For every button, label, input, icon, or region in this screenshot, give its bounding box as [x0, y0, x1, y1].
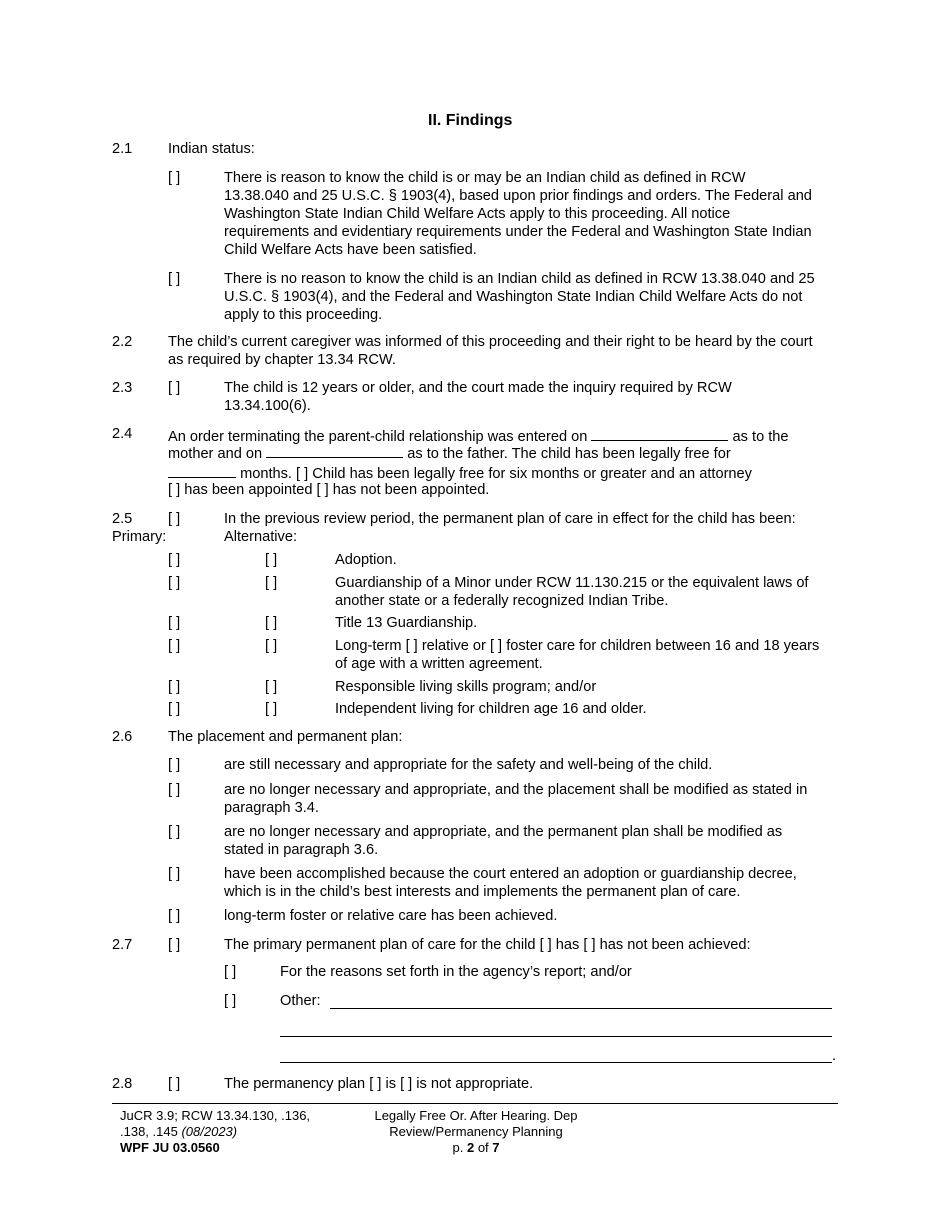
finding-text-line	[168, 443, 731, 462]
finding-option-text: are no longer necessary and appropriate, and the placement shall be modified as stated in paragraph 3.4.	[224, 782, 808, 816]
text-segment: of	[477, 1140, 489, 1155]
checkbox[interactable]: [ ]	[296, 466, 309, 482]
footer-title-line: Review/Permanency Planning	[389, 1124, 563, 1139]
current-page: 2	[466, 1140, 475, 1155]
alternative-checkbox[interactable]: [ ]	[265, 575, 278, 591]
finding-option-text: long-term foster or relative care has been achieved.	[224, 908, 558, 924]
primary-checkbox[interactable]: [ ]	[168, 701, 181, 717]
alternative-checkbox[interactable]: [ ]	[265, 638, 278, 654]
text-segment: The permanency plan	[224, 1076, 366, 1092]
plan-option-title13: Title 13 Guardianship.	[335, 615, 478, 631]
date-blank[interactable]	[266, 443, 403, 458]
text-segment: is	[385, 1076, 396, 1092]
finding-text-line	[224, 937, 751, 953]
finding-option-text: have been accomplished because the court entered an adoption or guardianship decree, which is in the child’s best interests and implements the permanent plan of care.	[224, 866, 797, 900]
text-segment: is not appropriate.	[416, 1076, 534, 1092]
other-input-line[interactable]	[330, 1008, 832, 1009]
primary-label: Primary:	[112, 529, 167, 545]
checkbox[interactable]: [ ]	[400, 1076, 413, 1092]
primary-checkbox[interactable]: [ ]	[168, 638, 181, 654]
text-segment: has not been appointed.	[332, 482, 490, 498]
text-segment: relative or	[421, 638, 486, 654]
primary-checkbox[interactable]: [ ]	[168, 615, 181, 631]
finding-label: The placement and permanent plan:	[168, 729, 403, 745]
finding-label: Indian status:	[168, 141, 255, 157]
checkbox[interactable]: [ ]	[168, 1076, 181, 1092]
finding-option-text: are still necessary and appropriate for the safety and well-being of the child.	[224, 757, 713, 773]
checkbox[interactable]: [ ]	[168, 908, 181, 924]
alternative-label: Alternative:	[224, 529, 298, 545]
text-segment: has been appointed	[184, 482, 313, 498]
checkbox[interactable]: [ ]	[224, 993, 237, 1009]
text-segment: as to the	[732, 429, 789, 445]
other-input-line[interactable]	[280, 1062, 832, 1063]
footer-citation	[120, 1108, 310, 1156]
period: .	[832, 1048, 837, 1064]
plan-option-living-skills: Responsible living skills program; and/or	[335, 679, 597, 695]
months-blank[interactable]	[168, 463, 236, 478]
text-segment: The primary permanent plan of care for the child	[224, 937, 536, 953]
finding-number: 2.7	[112, 937, 133, 953]
checkbox[interactable]: [ ]	[405, 638, 418, 654]
checkbox[interactable]: [ ]	[168, 824, 181, 840]
primary-checkbox[interactable]: [ ]	[168, 552, 181, 568]
checkbox[interactable]: [ ]	[224, 964, 237, 980]
checkbox[interactable]: [ ]	[168, 511, 181, 527]
text-segment: Long-term	[335, 638, 402, 654]
plan-option-independent: Independent living for children age 16 and older.	[335, 701, 647, 717]
text-segment: .138, .145	[120, 1124, 178, 1139]
primary-checkbox[interactable]: [ ]	[168, 575, 181, 591]
finding-option-text: There is no reason to know the child is an Indian child as defined in RCW 13.38.040 and 25 U.S.C. § 1903(4), and the Federal and Washington State Indian Child Welfare Acts do not apply to this proceeding.	[224, 271, 815, 323]
checkbox[interactable]: [ ]	[168, 757, 181, 773]
text-segment: has not been achieved:	[599, 937, 751, 953]
finding-text-line	[168, 463, 752, 482]
reason-text: For the reasons set forth in the agency’s report; and/or	[280, 964, 632, 980]
checkbox[interactable]: [ ]	[168, 782, 181, 798]
page-number	[350, 1140, 602, 1156]
primary-checkbox[interactable]: [ ]	[168, 679, 181, 695]
checkbox[interactable]: [ ]	[168, 380, 181, 396]
text-segment: has	[555, 937, 580, 953]
text-segment: Child has been legally free for six months or greater and an attorney	[312, 466, 752, 482]
other-label: Other:	[280, 993, 321, 1009]
date-blank[interactable]	[591, 426, 728, 441]
finding-number: 2.8	[112, 1076, 133, 1092]
checkbox[interactable]: [ ]	[369, 1076, 382, 1092]
total-pages: 7	[492, 1140, 500, 1155]
alternative-checkbox[interactable]: [ ]	[265, 679, 278, 695]
other-input-line[interactable]	[280, 1036, 832, 1037]
footer-citation-line	[120, 1124, 310, 1140]
finding-option-text: are no longer necessary and appropriate, and the permanent plan shall be modified as stated in paragraph 3.6.	[224, 824, 783, 858]
checkbox[interactable]: [ ]	[168, 170, 181, 186]
finding-option-text: There is reason to know the child is or may be an Indian child as defined in RCW 13.38.040 and 25 U.S.C. § 1903(4), based upon prior findings and orders. The Federal and Washington State Indian Child Welfare Acts apply to this proceeding. All notice requirements and evidentiary requirements under the Federal and Washington State Indian Child Welfare Acts have been satisfied.	[224, 170, 812, 258]
finding-text: The child is 12 years or older, and the court made the inquiry required by RCW 13.34.100(6).	[224, 380, 732, 414]
checkbox[interactable]: [ ]	[168, 866, 181, 882]
text-segment: mother and on	[168, 446, 263, 462]
footer-date: (08/2023)	[181, 1124, 238, 1139]
plan-option-long-term	[335, 637, 830, 673]
footer-title	[350, 1108, 602, 1156]
finding-text-line	[224, 1076, 533, 1092]
footer-form-id: WPF JU 03.0560	[120, 1140, 220, 1155]
checkbox[interactable]: [ ]	[168, 937, 181, 953]
text-segment: as to the father. The child has been legally free for	[407, 446, 731, 462]
checkbox[interactable]: [ ]	[316, 482, 329, 498]
finding-text: In the previous review period, the permanent plan of care in effect for the child has been:	[224, 511, 796, 527]
alternative-checkbox[interactable]: [ ]	[265, 701, 278, 717]
finding-number: 2.4	[112, 426, 133, 442]
checkbox[interactable]: [ ]	[583, 937, 596, 953]
text-segment: foster care for children between 16 and 18 years of age with a written agreement.	[335, 638, 820, 672]
text-segment: An order terminating the parent-child relationship was entered on	[168, 429, 588, 445]
footer-divider	[112, 1103, 838, 1104]
finding-text: The child’s current caregiver was informed of this proceeding and their right to be heard by the court as required by chapter 13.34 RCW.	[168, 334, 813, 368]
finding-number: 2.3	[112, 380, 133, 396]
checkbox[interactable]: [ ]	[539, 937, 552, 953]
finding-number: 2.6	[112, 729, 133, 745]
checkbox[interactable]: [ ]	[168, 271, 181, 287]
finding-text-line	[168, 482, 489, 498]
footer-title-line: Legally Free Or. After Hearing. Dep	[374, 1108, 578, 1123]
finding-number: 2.2	[112, 334, 133, 350]
finding-number: 2.1	[112, 141, 133, 157]
finding-number: 2.5	[112, 511, 133, 527]
page-title: II. Findings	[428, 112, 513, 129]
alternative-checkbox[interactable]: [ ]	[265, 615, 278, 631]
plan-option-guardianship: Guardianship of a Minor under RCW 11.130.215 or the equivalent laws of another state or a federally recognized Indian Tribe.	[335, 575, 809, 609]
footer-citation-line: JuCR 3.9; RCW 13.34.130, .136,	[120, 1108, 311, 1123]
plan-option-adoption: Adoption.	[335, 552, 397, 568]
alternative-checkbox[interactable]: [ ]	[265, 552, 278, 568]
checkbox[interactable]: [ ]	[489, 638, 503, 654]
text-segment: p.	[452, 1140, 464, 1155]
checkbox[interactable]: [ ]	[168, 482, 181, 498]
text-segment: months.	[240, 466, 292, 482]
